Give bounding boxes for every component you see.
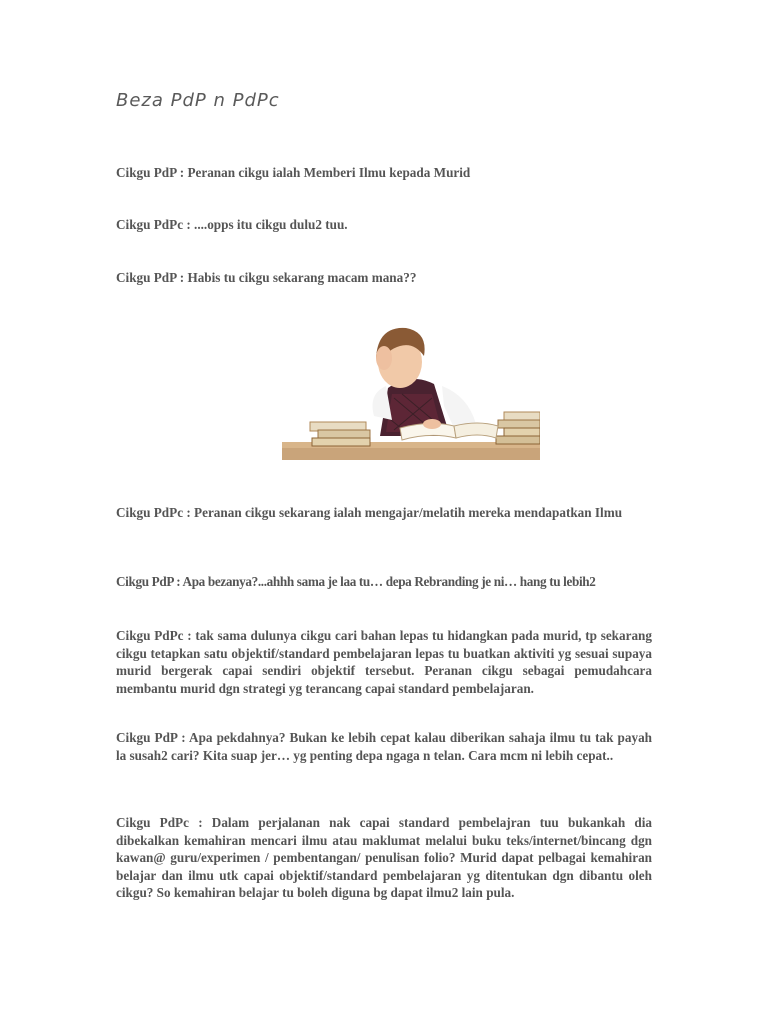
dialogue-line: Cikgu PdP : Peranan cikgu ialah Memberi Ilmu kepada Murid <box>116 165 471 180</box>
dialogue-line: Cikgu PdPc : ....opps itu cikgu dulu2 tuu. <box>116 217 348 232</box>
dialogue-line: Cikgu PdP : Habis tu cikgu sekarang macam mana?? <box>116 270 417 285</box>
dialogue-paragraph: Cikgu PdPc : Dalam perjalanan nak capai standard pembelajran tuu bukankah dia dibekalkan kemahiran mencari ilmu atau maklumat melalui buku teks/internet/bincang dgn kawan@ guru/experimen / pembentangan/ penulisan folio? Murid dapat pelbagai kemahiran belajar dan ilmu utk capai objektif/standard pembelajaran yg ditentukan dgn dibantu oleh cikgu? So kemahiran belajar tu boleh diguna bg dapat ilmu2 lain pula. <box>116 815 652 900</box>
dialogue-paragraph: Cikgu PdP : Apa pekdahnya? Bukan ke lebih cepat kalau diberikan sahaja ilmu tu tak payah la susah2 cari? Kita suap jer… yg penting depa ngaga n telan. Cara mcm ni lebih cepat.. <box>116 730 652 763</box>
child-reading-books-photo <box>282 320 540 460</box>
dialogue-paragraph: Cikgu PdPc : Peranan cikgu sekarang ialah mengajar/melatih mereka mendapatkan Ilmu <box>116 505 623 520</box>
dialogue-paragraph: Cikgu PdPc : tak sama dulunya cikgu cari bahan lepas tu hidangkan pada murid, tp sekarang cikgu tetapkan satu objektif/standard pembelajaran lepas tu buatkan aktiviti yg sesuai supaya murid bergerak capai sendiri objektif tersebut. Peranan cikgu sebagai pemudahcara membantu murid dgn strategi yg terancang capai standard pembelajaran. <box>116 628 652 696</box>
dialogue-line: Cikgu PdP : Apa bezanya?...ahhh sama je laa tu… depa Rebranding je ni… hang tu lebih2 <box>116 574 596 589</box>
document-title: Beza PdP n PdPc <box>116 90 280 111</box>
